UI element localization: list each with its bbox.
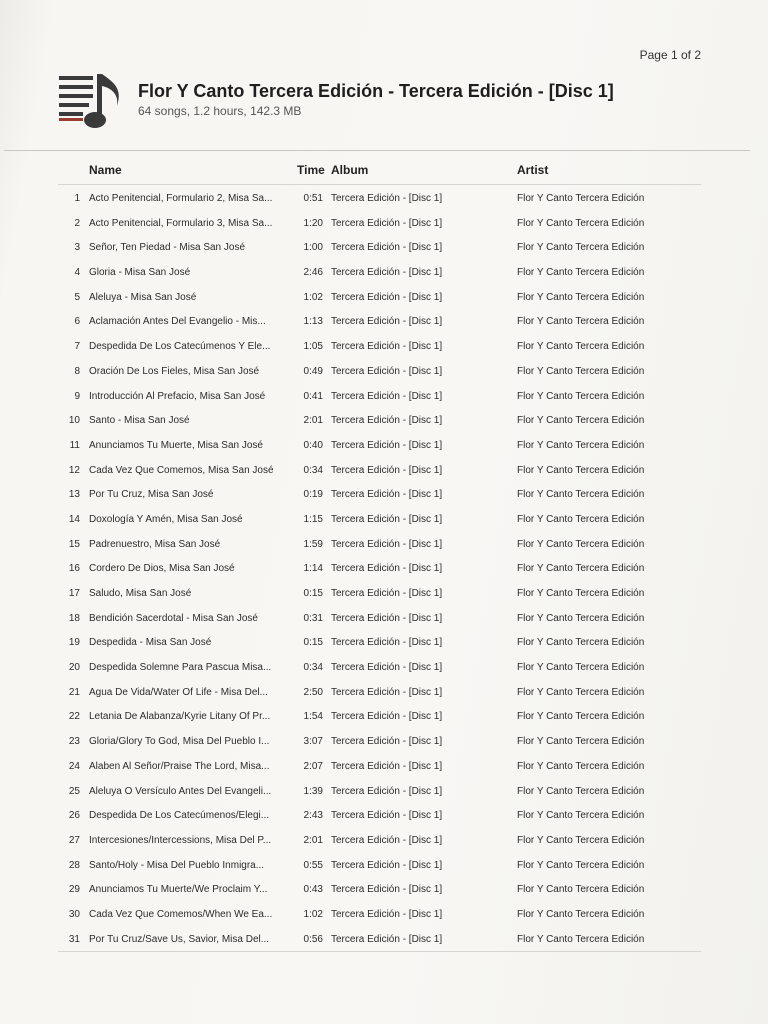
track-number: 29 bbox=[68, 884, 80, 896]
track-time: 1:59 bbox=[303, 538, 323, 550]
track-artist: Flor Y Canto Tercera Edición bbox=[517, 686, 645, 698]
track-number: 5 bbox=[74, 291, 80, 303]
track-time: 1:02 bbox=[303, 908, 323, 920]
track-album: Tercera Edición - [Disc 1] bbox=[331, 439, 443, 451]
track-name: Bendición Sacerdotal - Misa San José bbox=[89, 612, 258, 624]
track-time: 0:55 bbox=[303, 859, 323, 871]
track-name: Agua De Vida/Water Of Life - Misa Del... bbox=[89, 686, 268, 698]
track-album: Tercera Edición - [Disc 1] bbox=[331, 291, 443, 303]
track-artist: Flor Y Canto Tercera Edición bbox=[517, 908, 645, 920]
track-album: Tercera Edición - [Disc 1] bbox=[331, 267, 443, 279]
column-header-artist: Artist bbox=[517, 163, 549, 177]
track-name: Despedida Solemne Para Pascua Misa... bbox=[89, 662, 272, 674]
track-number: 16 bbox=[68, 563, 80, 575]
track-artist: Flor Y Canto Tercera Edición bbox=[517, 415, 645, 427]
table-row bbox=[0, 704, 768, 729]
track-artist: Flor Y Canto Tercera Edición bbox=[517, 637, 645, 649]
track-number: 23 bbox=[68, 736, 80, 748]
track-name: Despedida De Los Catecúmenos Y Ele... bbox=[89, 341, 271, 353]
track-number: 3 bbox=[74, 242, 80, 254]
playlist-summary: 64 songs, 1.2 hours, 142.3 MB bbox=[138, 104, 302, 118]
track-time: 1:54 bbox=[303, 711, 323, 723]
playlist-header bbox=[57, 72, 717, 132]
track-time: 1:02 bbox=[303, 291, 323, 303]
track-artist: Flor Y Canto Tercera Edición bbox=[517, 267, 645, 279]
table-row bbox=[0, 655, 768, 680]
track-album: Tercera Edición - [Disc 1] bbox=[331, 489, 443, 501]
track-time: 0:43 bbox=[303, 884, 323, 896]
track-name: Aclamación Antes Del Evangelio - Mis... bbox=[89, 316, 266, 328]
track-name: Acto Penitencial, Formulario 3, Misa Sa... bbox=[89, 217, 273, 229]
track-album: Tercera Edición - [Disc 1] bbox=[331, 538, 443, 550]
track-time: 0:34 bbox=[303, 662, 323, 674]
track-artist: Flor Y Canto Tercera Edición bbox=[517, 834, 645, 846]
track-album: Tercera Edición - [Disc 1] bbox=[331, 760, 443, 772]
track-number: 15 bbox=[68, 538, 80, 550]
track-name: Santo/Holy - Misa Del Pueblo Inmigra... bbox=[89, 859, 265, 871]
track-name: Cada Vez Que Comemos/When We Ea... bbox=[89, 908, 273, 920]
table-row bbox=[0, 828, 768, 853]
track-artist: Flor Y Canto Tercera Edición bbox=[517, 662, 645, 674]
track-album: Tercera Edición - [Disc 1] bbox=[331, 736, 443, 748]
track-list bbox=[0, 186, 768, 951]
track-number: 12 bbox=[68, 464, 80, 476]
track-album: Tercera Edición - [Disc 1] bbox=[331, 365, 443, 377]
track-name: Acto Penitencial, Formulario 2, Misa Sa... bbox=[89, 193, 273, 204]
track-artist: Flor Y Canto Tercera Edición bbox=[517, 785, 645, 797]
track-time: 2:46 bbox=[303, 267, 323, 279]
track-artist: Flor Y Canto Tercera Edición bbox=[517, 933, 645, 945]
track-album: Tercera Edición - [Disc 1] bbox=[331, 810, 443, 822]
track-number: 26 bbox=[68, 810, 80, 822]
track-name: Aleluya - Misa San José bbox=[89, 291, 197, 303]
table-row bbox=[0, 334, 768, 359]
table-row bbox=[0, 260, 768, 285]
track-album: Tercera Edición - [Disc 1] bbox=[331, 464, 443, 476]
track-name: Por Tu Cruz, Misa San José bbox=[89, 489, 214, 501]
table-row bbox=[0, 680, 768, 705]
track-time: 0:19 bbox=[303, 489, 323, 501]
track-album: Tercera Edición - [Disc 1] bbox=[331, 933, 443, 945]
table-row bbox=[0, 729, 768, 754]
table-row bbox=[0, 482, 768, 507]
track-album: Tercera Edición - [Disc 1] bbox=[331, 563, 443, 575]
column-header-time: Time bbox=[297, 163, 325, 177]
track-name: Gloria/Glory To God, Misa Del Pueblo I... bbox=[89, 736, 270, 748]
track-album: Tercera Edición - [Disc 1] bbox=[331, 588, 443, 599]
table-row bbox=[0, 754, 768, 779]
track-album: Tercera Edición - [Disc 1] bbox=[331, 785, 443, 797]
track-album: Tercera Edición - [Disc 1] bbox=[331, 415, 443, 427]
track-number: 2 bbox=[74, 217, 80, 229]
track-artist: Flor Y Canto Tercera Edición bbox=[517, 538, 645, 550]
track-time: 0:56 bbox=[303, 933, 323, 945]
track-time: 2:07 bbox=[303, 760, 323, 772]
track-album: Tercera Edición - [Disc 1] bbox=[331, 884, 443, 896]
track-number: 21 bbox=[68, 686, 80, 698]
table-row bbox=[0, 186, 768, 211]
track-time: 2:01 bbox=[303, 834, 323, 846]
track-name: Letania De Alabanza/Kyrie Litany Of Pr... bbox=[89, 711, 271, 723]
track-name: Santo - Misa San José bbox=[89, 415, 190, 427]
track-time: 1:05 bbox=[303, 341, 323, 353]
table-row bbox=[0, 606, 768, 631]
track-name: Doxología Y Amén, Misa San José bbox=[89, 513, 243, 525]
track-time: 1:00 bbox=[303, 242, 323, 254]
track-album: Tercera Edición - [Disc 1] bbox=[331, 612, 443, 624]
track-artist: Flor Y Canto Tercera Edición bbox=[517, 760, 645, 772]
track-album: Tercera Edición - [Disc 1] bbox=[331, 686, 443, 698]
table-row bbox=[0, 927, 768, 952]
track-artist: Flor Y Canto Tercera Edición bbox=[517, 810, 645, 822]
table-row bbox=[0, 902, 768, 927]
track-artist: Flor Y Canto Tercera Edición bbox=[517, 859, 645, 871]
track-number: 10 bbox=[68, 415, 80, 427]
track-number: 11 bbox=[69, 439, 80, 451]
track-artist: Flor Y Canto Tercera Edición bbox=[517, 242, 645, 254]
track-name: Señor, Ten Piedad - Misa San José bbox=[89, 242, 246, 254]
track-number: 22 bbox=[68, 711, 80, 723]
track-time: 2:01 bbox=[303, 415, 323, 427]
track-album: Tercera Edición - [Disc 1] bbox=[331, 193, 443, 204]
track-time: 1:13 bbox=[303, 316, 323, 328]
table-row bbox=[0, 408, 768, 433]
table-row bbox=[0, 309, 768, 334]
page-number: Page 1 of 2 bbox=[639, 48, 701, 62]
track-time: 3:07 bbox=[303, 736, 323, 748]
track-artist: Flor Y Canto Tercera Edición bbox=[517, 341, 645, 353]
track-album: Tercera Edición - [Disc 1] bbox=[331, 316, 443, 328]
track-name: Introducción Al Prefacio, Misa San José bbox=[89, 390, 266, 402]
table-row bbox=[0, 630, 768, 655]
table-row bbox=[0, 507, 768, 532]
track-album: Tercera Edición - [Disc 1] bbox=[331, 242, 443, 254]
track-album: Tercera Edición - [Disc 1] bbox=[331, 662, 443, 674]
table-row bbox=[0, 877, 768, 902]
track-album: Tercera Edición - [Disc 1] bbox=[331, 908, 443, 920]
track-number: 27 bbox=[68, 834, 80, 846]
track-time: 0:49 bbox=[303, 365, 323, 377]
track-number: 31 bbox=[68, 933, 80, 945]
track-name: Anunciamos Tu Muerte, Misa San José bbox=[89, 439, 263, 451]
track-time: 0:41 bbox=[303, 390, 323, 402]
track-artist: Flor Y Canto Tercera Edición bbox=[517, 365, 645, 377]
track-number: 1 bbox=[74, 193, 80, 204]
track-number: 24 bbox=[68, 760, 80, 772]
track-time: 0:51 bbox=[303, 193, 323, 204]
table-row bbox=[0, 779, 768, 804]
track-artist: Flor Y Canto Tercera Edición bbox=[517, 588, 645, 599]
track-artist: Flor Y Canto Tercera Edición bbox=[517, 316, 645, 328]
track-time: 0:40 bbox=[303, 439, 323, 451]
track-number: 6 bbox=[74, 316, 80, 328]
track-name: Despedida De Los Catecúmenos/Elegi... bbox=[89, 810, 270, 822]
table-row bbox=[0, 803, 768, 828]
track-time: 1:39 bbox=[303, 785, 323, 797]
track-name: Intercesiones/Intercessions, Misa Del P... bbox=[89, 834, 272, 846]
track-artist: Flor Y Canto Tercera Edición bbox=[517, 291, 645, 303]
track-artist: Flor Y Canto Tercera Edición bbox=[517, 489, 645, 501]
track-name: Despedida - Misa San José bbox=[89, 637, 212, 649]
music-note-list-icon bbox=[57, 72, 127, 134]
track-artist: Flor Y Canto Tercera Edición bbox=[517, 884, 645, 896]
table-row bbox=[0, 458, 768, 483]
table-row bbox=[0, 581, 768, 606]
table-row bbox=[0, 853, 768, 878]
table-row bbox=[0, 556, 768, 581]
track-number: 4 bbox=[74, 267, 80, 279]
track-time: 0:15 bbox=[303, 588, 323, 599]
track-time: 0:34 bbox=[303, 464, 323, 476]
track-artist: Flor Y Canto Tercera Edición bbox=[517, 464, 645, 476]
track-name: Cordero De Dios, Misa San José bbox=[89, 563, 235, 575]
table-row bbox=[0, 532, 768, 557]
track-number: 17 bbox=[68, 588, 80, 599]
track-name: Gloria - Misa San José bbox=[89, 267, 191, 279]
track-album: Tercera Edición - [Disc 1] bbox=[331, 341, 443, 353]
track-number: 8 bbox=[74, 365, 80, 377]
track-time: 2:43 bbox=[303, 810, 323, 822]
track-name: Anunciamos Tu Muerte/We Proclaim Y... bbox=[89, 884, 268, 896]
track-name: Aleluya O Versículo Antes Del Evangeli... bbox=[89, 785, 272, 797]
track-artist: Flor Y Canto Tercera Edición bbox=[517, 193, 645, 204]
track-number: 30 bbox=[68, 908, 80, 920]
track-album: Tercera Edición - [Disc 1] bbox=[331, 637, 443, 649]
table-row bbox=[0, 384, 768, 409]
table-row bbox=[0, 433, 768, 458]
track-name: Oración De Los Fieles, Misa San José bbox=[89, 365, 260, 377]
track-artist: Flor Y Canto Tercera Edición bbox=[517, 390, 645, 402]
track-time: 2:50 bbox=[303, 686, 323, 698]
track-time: 0:15 bbox=[303, 637, 323, 649]
track-album: Tercera Edición - [Disc 1] bbox=[331, 711, 443, 723]
track-name: Padrenuestro, Misa San José bbox=[89, 538, 221, 550]
track-number: 9 bbox=[74, 390, 80, 402]
track-album: Tercera Edición - [Disc 1] bbox=[331, 513, 443, 525]
track-artist: Flor Y Canto Tercera Edición bbox=[517, 736, 645, 748]
track-number: 20 bbox=[68, 662, 80, 674]
track-number: 28 bbox=[68, 859, 80, 871]
column-header-name: Name bbox=[89, 163, 122, 177]
track-time: 0:31 bbox=[303, 612, 323, 624]
track-artist: Flor Y Canto Tercera Edición bbox=[517, 563, 645, 575]
track-number: 18 bbox=[68, 612, 80, 624]
header-divider bbox=[4, 150, 750, 151]
table-row bbox=[0, 359, 768, 384]
column-header-album: Album bbox=[331, 163, 369, 177]
table-header-divider bbox=[58, 184, 701, 185]
track-album: Tercera Edición - [Disc 1] bbox=[331, 390, 443, 402]
track-album: Tercera Edición - [Disc 1] bbox=[331, 834, 443, 846]
playlist-title: Flor Y Canto Tercera Edición - Tercera Edición - [Disc 1] bbox=[138, 81, 614, 101]
table-footer-divider bbox=[58, 951, 701, 952]
table-row bbox=[0, 285, 768, 310]
track-number: 14 bbox=[68, 513, 80, 525]
track-name: Por Tu Cruz/Save Us, Savior, Misa Del... bbox=[89, 933, 270, 945]
track-time: 1:15 bbox=[303, 513, 323, 525]
track-artist: Flor Y Canto Tercera Edición bbox=[517, 612, 645, 624]
table-row bbox=[0, 211, 768, 236]
track-number: 7 bbox=[74, 341, 80, 353]
track-number: 25 bbox=[68, 785, 80, 797]
track-time: 1:20 bbox=[303, 217, 323, 229]
track-album: Tercera Edición - [Disc 1] bbox=[331, 859, 443, 871]
track-name: Cada Vez Que Comemos, Misa San José bbox=[89, 464, 274, 476]
track-artist: Flor Y Canto Tercera Edición bbox=[517, 217, 645, 229]
track-artist: Flor Y Canto Tercera Edición bbox=[517, 513, 645, 525]
track-number: 13 bbox=[68, 489, 80, 501]
track-artist: Flor Y Canto Tercera Edición bbox=[517, 439, 645, 451]
track-artist: Flor Y Canto Tercera Edición bbox=[517, 711, 645, 723]
track-name: Saludo, Misa San José bbox=[89, 588, 192, 599]
track-time: 1:14 bbox=[303, 563, 323, 575]
track-album: Tercera Edición - [Disc 1] bbox=[331, 217, 443, 229]
table-row bbox=[0, 235, 768, 260]
track-name: Alaben Al Señor/Praise The Lord, Misa... bbox=[89, 760, 270, 772]
track-number: 19 bbox=[68, 637, 80, 649]
